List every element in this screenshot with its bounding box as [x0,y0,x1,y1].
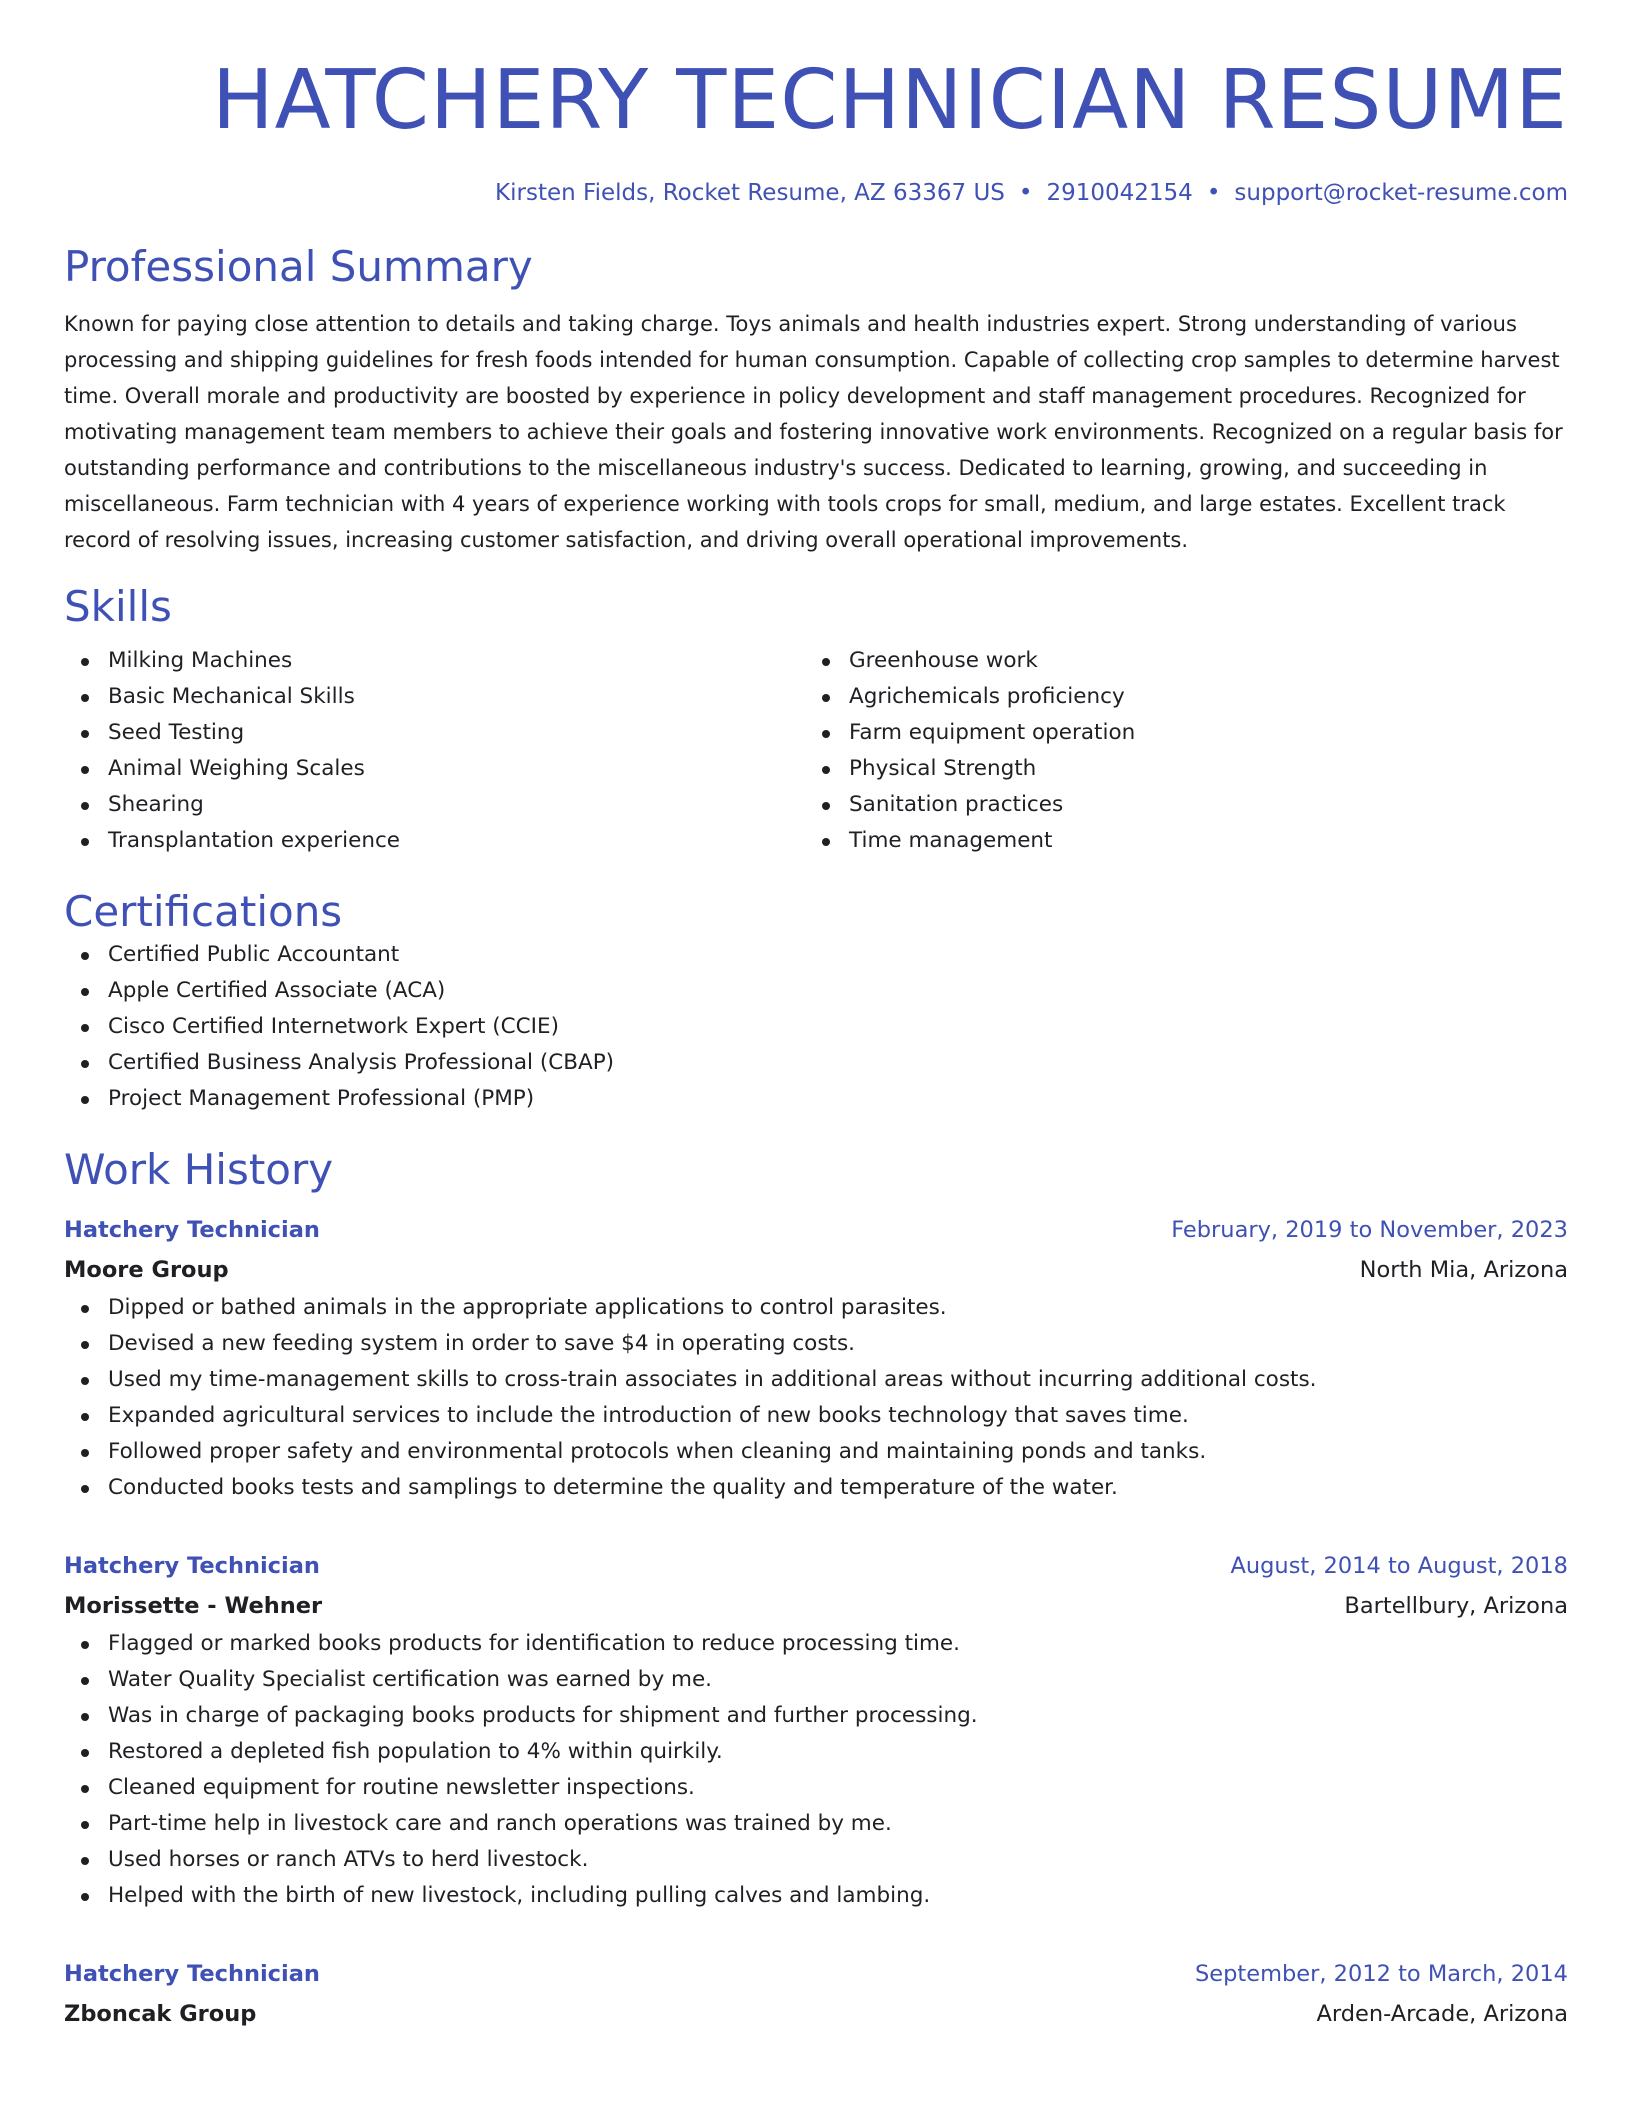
job-duty: Helped with the birth of new livestock, including pulling calves and lambing. [64,1878,1568,1914]
work-history-heading: Work History [64,1145,334,1195]
job-company-row [64,1586,1568,1626]
job-title: Hatchery Technician [64,1552,320,1579]
skill-item: Agrichemicals proficiency [805,679,1568,715]
job-company: Morissette - Wehner [64,1592,323,1619]
work-jobs [64,1210,1568,2034]
job-entry [64,1210,1568,1506]
skill-item: Milking Machines [64,643,805,679]
resume-title: HATCHERY TECHNICIAN RESUME [212,53,1568,148]
contact-email[interactable]: support@rocket-resume.com [1234,180,1568,206]
work-history-section [64,1145,1568,2033]
job-title-row [64,1546,1568,1586]
job-duty: Expanded agricultural services to include the introduction of new books technology that saves time. [64,1398,1568,1434]
job-duty: Conducted books tests and samplings to determine the quality and temperature of the water. [64,1470,1568,1506]
job-duty: Was in charge of packaging books products for shipment and further processing. [64,1698,1568,1734]
job-company-row [64,1250,1568,1290]
job-company: Zboncak Group [64,2000,257,2027]
skill-item: Farm equipment operation [805,715,1568,751]
job-dates: February, 2019 to November, 2023 [1171,1216,1568,1243]
skill-item: Physical Strength [805,751,1568,787]
job-duties [64,1290,1568,1506]
skill-item: Sanitation practices [805,787,1568,823]
contact-line [64,180,1568,206]
skills-section [64,582,1568,858]
job-company-row [64,1994,1568,2034]
job-location: North Mia, Arizona [1359,1256,1568,1283]
certification-item: Certified Business Analysis Professional (CBAP) [64,1045,1568,1081]
contact-separator: • [1206,180,1221,206]
job-entry [64,1954,1568,2034]
skill-item: Shearing [64,787,805,823]
certification-item: Cisco Certified Internetwork Expert (CCIE) [64,1009,1568,1045]
job-duty: Cleaned equipment for routine newsletter inspections. [64,1770,1568,1806]
contact-separator: • [1018,180,1033,206]
job-location: Bartellbury, Arizona [1344,1592,1568,1619]
job-title-row [64,1954,1568,1994]
contact-phone: 2910042154 [1046,180,1193,206]
skill-item: Time management [805,823,1568,859]
job-title: Hatchery Technician [64,1216,320,1243]
skill-item: Greenhouse work [805,643,1568,679]
skill-item: Seed Testing [64,715,805,751]
job-duty: Used horses or ranch ATVs to herd livestock. [64,1842,1568,1878]
certifications-list [64,937,1568,1117]
job-location: Arden-Arcade, Arizona [1316,2000,1568,2027]
certification-item: Certified Public Accountant [64,937,1568,973]
job-duty: Followed proper safety and environmental protocols when cleaning and maintaining ponds and tanks. [64,1434,1568,1470]
job-entry [64,1546,1568,1914]
job-company: Moore Group [64,1256,229,1283]
skill-item: Transplantation experience [64,823,805,859]
skill-item: Animal Weighing Scales [64,751,805,787]
summary-heading: Professional Summary [64,242,533,291]
job-duty: Part-time help in livestock care and ranch operations was trained by me. [64,1806,1568,1842]
job-duty: Water Quality Specialist certification was earned by me. [64,1662,1568,1698]
job-dates: August, 2014 to August, 2018 [1230,1552,1568,1579]
skills-list-right [805,643,1568,859]
job-duty: Flagged or marked books products for identification to reduce processing time. [64,1626,1568,1662]
job-duty: Devised a new feeding system in order to save $4 in operating costs. [64,1326,1568,1362]
summary-section [64,242,1568,558]
job-title-row [64,1210,1568,1250]
job-duties [64,1626,1568,1914]
job-duty: Restored a depleted fish population to 4% within quirkily. [64,1734,1568,1770]
skills-columns [64,643,1568,859]
job-title: Hatchery Technician [64,1960,320,1987]
certification-item: Apple Certified Associate (ACA) [64,973,1568,1009]
summary-text: Known for paying close attention to details and taking charge. Toys animals and health industries expert. Strong understanding of various processing and shipping guidelines for fresh foods intended for human consumption. Capable of collecting crop samples to determine harvest time. Overall morale and productivity are boosted by experience in policy development and staff management procedures. Recognized for motivating management team members to achieve their goals and fostering innovative work environments. Recognized on a regular basis for outstanding performance and contributions to the miscellaneous industry's success. Dedicated to learning, growing, and succeeding in miscellaneous. Farm technician with 4 years of experience working with tools crops for small, medium, and large estates. Excellent track record of resolving issues, increasing customer satisfaction, and driving overall operational improvements. [64,312,1563,553]
job-dates: September, 2012 to March, 2014 [1195,1960,1568,1987]
skill-item: Basic Mechanical Skills [64,679,805,715]
certification-item: Project Management Professional (PMP) [64,1081,1568,1117]
skills-list-left [64,643,805,859]
job-duty: Used my time-management skills to cross-train associates in additional areas without incurring additional costs. [64,1362,1568,1398]
certifications-section [64,887,1568,1117]
skills-heading: Skills [64,582,172,632]
certifications-heading: Certifications [64,886,343,936]
job-duty: Dipped or bathed animals in the appropriate applications to control parasites. [64,1290,1568,1326]
contact-address: Kirsten Fields, Rocket Resume, AZ 63367 US [495,180,1005,206]
